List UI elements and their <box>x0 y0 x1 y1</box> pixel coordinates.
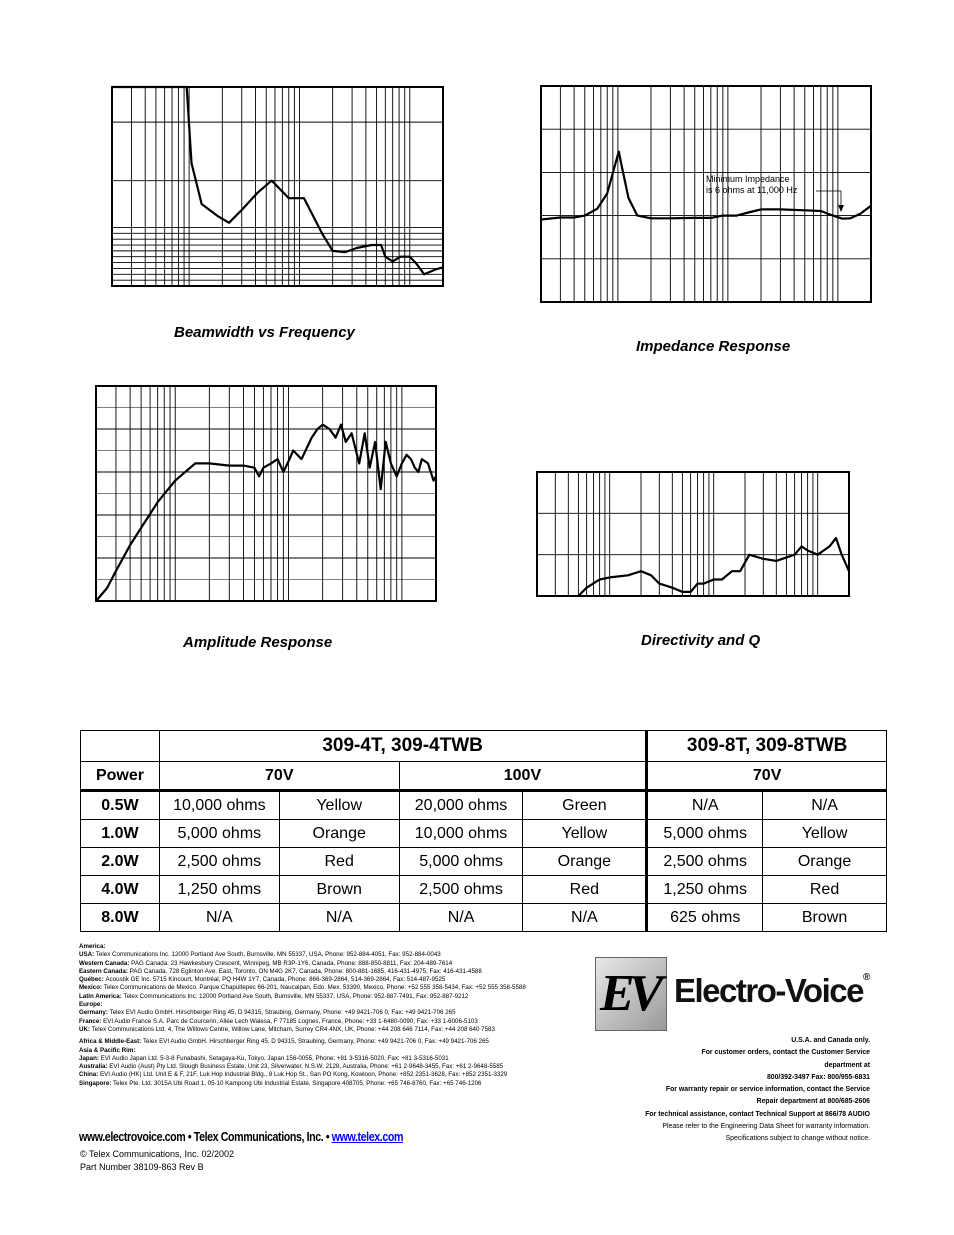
table-corner <box>81 731 160 762</box>
voltage-header-row <box>81 762 887 791</box>
contact-line: For customer orders, contact the Customer Service <box>701 1049 870 1057</box>
data-point <box>650 575 651 576</box>
table-row <box>81 876 887 904</box>
wire-color-cell: N/A <box>523 904 647 932</box>
wire-color-cell: Yellow <box>763 820 887 848</box>
power-cell: 8.0W <box>81 904 160 932</box>
table-row <box>81 820 887 848</box>
data-point <box>794 554 795 555</box>
data-point <box>690 591 691 592</box>
data-point <box>640 571 641 572</box>
contact-line: Please refer to the Engineering Data Sheet for warranty information. <box>662 1123 870 1131</box>
address-line: Japan: EVI Audio Japan Ltd. 5-3-8 Funabashi, Setagaya-Ku, Tokyo, Japan 156-0055, Phone: +81 3-5316-5020, Fax: +81 3-5316-5031 <box>79 1054 449 1062</box>
registered-mark: ® <box>862 972 869 983</box>
data-point <box>599 579 600 580</box>
data-point <box>672 587 673 588</box>
wire-color-cell: Brown <box>279 876 399 904</box>
impedance-cell: N/A <box>159 904 279 932</box>
part-number: Part Number 38109-863 Rev B <box>80 1162 204 1172</box>
impedance-cell: 1,250 ohms <box>159 876 279 904</box>
directivity-caption: Directivity and Q <box>641 632 761 649</box>
address-list <box>79 943 554 1088</box>
contact-line: For technical assistance, contact Technical Support at 866/78 AUDIO <box>645 1110 870 1118</box>
data-point <box>829 546 830 547</box>
web-links <box>79 1129 403 1144</box>
data-point <box>776 560 777 561</box>
contact-line: Repair department at 800/685-2606 <box>756 1098 870 1106</box>
wire-color-cell: Red <box>763 876 887 904</box>
impedance-cell: 10,000 ohms <box>399 820 523 848</box>
address-line: France: EVI Audio France S.A. Parc de Courcerin, Allée Lech Walesa, F 77185 Lognes, France, Phone: +33 1-6480-0090, Fax: +33 1-6006-5103 <box>79 1017 478 1025</box>
address-line: Eastern Canada: PAG Canada. 728 Eglinton Ave. East, Toronto, ON M4G 2K7, Canada, Phone: 800-881-1685, 416-431-4975, Fax: 416-431-4588 <box>79 967 482 975</box>
address-line: Germany: Telex EVI Audio GmbH. Hirschberger Ring 45, D 94315, Straubing, Germany, Phone: +49 9421-706 0, Fax: +49 9421-706 265 <box>79 1009 456 1017</box>
address-line: China: EVI Audio (HK) Ltd. Unit E & F, 21F, Luk Hop Industrial Bldg., 8 Luk Hop St., San PO Kong, Kowloon, Phone: +852 2351-3628, Fax: +852 2351-3329 <box>79 1071 508 1079</box>
data-point <box>682 591 683 592</box>
address-line: Africa & Middle-East: Telex EVI Audio GmbH. Hirschberger Ring 45, D 94315, Straubing, Germany, Phone: +49 9421-706 0, Fax: +49 9421-706 265 <box>79 1038 489 1046</box>
data-point <box>835 538 836 539</box>
power-header: Power <box>81 762 160 791</box>
amplitude-caption: Amplitude Response <box>183 634 333 651</box>
data-point <box>749 554 750 555</box>
power-cell: 1.0W <box>81 820 160 848</box>
impedance-cell: 5,000 ohms <box>647 820 763 848</box>
wire-color-cell: Orange <box>523 848 647 876</box>
impedance-cell: 1,250 ohms <box>647 876 763 904</box>
copyright: © Telex Communications, Inc. 02/2002 <box>80 1149 235 1159</box>
address-line: USA: Telex Communications Inc. 12000 Portland Ave South, Burnsville, MN 55337, USA, Phone: 952-884-4051, Fax: 952-884-0043 <box>79 951 441 959</box>
ev-logo-mark <box>595 957 667 1031</box>
wire-color-cell: Yellow <box>523 820 647 848</box>
table-row <box>81 904 887 932</box>
impedance-cell: 625 ohms <box>647 904 763 932</box>
model-a-header: 309-4T, 309-4TWB <box>159 731 646 762</box>
impedance-cell: 2,500 ohms <box>647 848 763 876</box>
address-line: Singapore: Telex Pte. Ltd. 3015A Ubi Road 1, 05-10 Kampong Ubi Industrial Estate, Singapore 408705, Phone: +65 746-8760, Fax: +65 746-1206 <box>79 1079 482 1087</box>
data-point <box>713 579 714 580</box>
contact-info <box>570 1035 870 1146</box>
contact-line: department at <box>824 1061 870 1069</box>
address-line: Australia: EVI Audio (Aust) Pty Ltd. Slough Business Estate, Unit 23, Silverwater, N.S.W. 2128, Australia, Phone: +61 2-9648-3455, Fax: +61 2-9648-5585 <box>79 1063 504 1071</box>
data-point <box>817 554 818 555</box>
wire-color-cell: Green <box>523 791 647 820</box>
data-point <box>740 571 741 572</box>
impedance-cell: N/A <box>399 904 523 932</box>
electro-voice-wordmark <box>674 972 869 1010</box>
wire-color-cell: Brown <box>763 904 887 932</box>
wire-color-cell: N/A <box>279 904 399 932</box>
ev-logo-letters: EV <box>600 965 658 1022</box>
telex-link[interactable]: www.telex.com <box>331 1129 404 1144</box>
data-point <box>763 558 764 559</box>
impedance-cell: 20,000 ohms <box>399 791 523 820</box>
voltage-header: 70V <box>159 762 399 791</box>
impedance-cell: N/A <box>647 791 763 820</box>
data-point <box>697 583 698 584</box>
data-point <box>627 575 628 576</box>
address-line: Québec: Acoustik GE Inc. 5715 Kincourt, Montréal, PQ H4W 1Y7, Canada, Phone: 866-369-2864, 514-369-2864, Fax: 514-487-9525 <box>79 976 446 984</box>
data-point <box>731 571 732 572</box>
impedance-cell: 5,000 ohms <box>399 848 523 876</box>
wire-color-cell: Orange <box>763 848 887 876</box>
wire-color-cell: Red <box>523 876 647 904</box>
impedance-cell: 10,000 ohms <box>159 791 279 820</box>
data-point <box>841 554 842 555</box>
wordmark-text: Electro-Voice <box>674 972 863 1009</box>
model-b-header: 309-8T, 309-8TWB <box>647 731 887 762</box>
address-line: UK: Telex Communications Ltd. 4, The Willows Centre, Willow Lane, Mitcham, Surrey CR4 4NX, UK, Phone: +44 208 646 7114, Fax: +44 208 640 7583 <box>79 1025 495 1033</box>
table-row <box>81 791 887 820</box>
data-point <box>578 595 579 596</box>
data-point <box>801 546 802 547</box>
data-point <box>659 583 660 584</box>
power-tap-table <box>80 730 887 932</box>
address-line: Western Canada: PAG Canada. 23 Hawkesbury Crescent, Winnipeg, MB R3P-1Y6, Canada, Phone: 888-850-8811, Fax: 204-489-7614 <box>79 959 453 967</box>
address-line: Latin America: Telex Communications Inc. 12000 Portland Ave South, Burnsville, MN 55337, USA, Phone: 952-887-7491, Fax: 952-887-9212 <box>79 992 469 1000</box>
table-row <box>81 848 887 876</box>
impedance-cell: 2,500 ohms <box>399 876 523 904</box>
web-text: www.electrovoice.com • Telex Communications, Inc. • <box>79 1129 332 1144</box>
beamwidth-caption: Beamwidth vs Frequency <box>174 324 355 341</box>
wire-color-cell: N/A <box>763 791 887 820</box>
plot-frame <box>537 472 849 596</box>
contact-line: U.S.A. and Canada only. <box>791 1037 870 1044</box>
wire-color-cell: Red <box>279 848 399 876</box>
contact-line: Specifications subject to change without notice. <box>725 1135 870 1143</box>
contact-line: 800/392-3497 Fax: 800/955-6831 <box>766 1073 870 1081</box>
data-point <box>609 577 610 578</box>
power-cell: 4.0W <box>81 876 160 904</box>
address-region: America: <box>79 943 106 950</box>
address-region: Europe: <box>79 1001 103 1009</box>
address-line: Mexico: Telex Communications de Mexico. Parque Chapultepec 66-201, Naucalpan, Edo. Mex. 53390, Mexico, Phone: +52 555 358-5434, Fax: +52 555 358-5588 <box>79 984 526 992</box>
voltage-header: 70V <box>647 762 887 791</box>
impedance-cell: 5,000 ohms <box>159 820 279 848</box>
voltage-header: 100V <box>399 762 647 791</box>
data-point <box>807 550 808 551</box>
data-point <box>848 571 849 572</box>
table-body <box>81 791 887 932</box>
power-cell: 0.5W <box>81 791 160 820</box>
impedance-caption: Impedance Response <box>636 338 791 355</box>
data-point <box>586 587 587 588</box>
wire-color-cell: Orange <box>279 820 399 848</box>
impedance-annotation: Minimum Impedance is 6 ohms at 11,000 Hz <box>706 174 798 195</box>
data-point <box>721 579 722 580</box>
data-point <box>703 583 704 584</box>
impedance-cell: 2,500 ohms <box>159 848 279 876</box>
address-region: Asia & Pacific Rim: <box>79 1046 136 1054</box>
wire-color-cell: Yellow <box>279 791 399 820</box>
power-cell: 2.0W <box>81 848 160 876</box>
contact-line: For warranty repair or service information, contact the Service <box>665 1086 870 1094</box>
model-header-row <box>81 731 887 762</box>
